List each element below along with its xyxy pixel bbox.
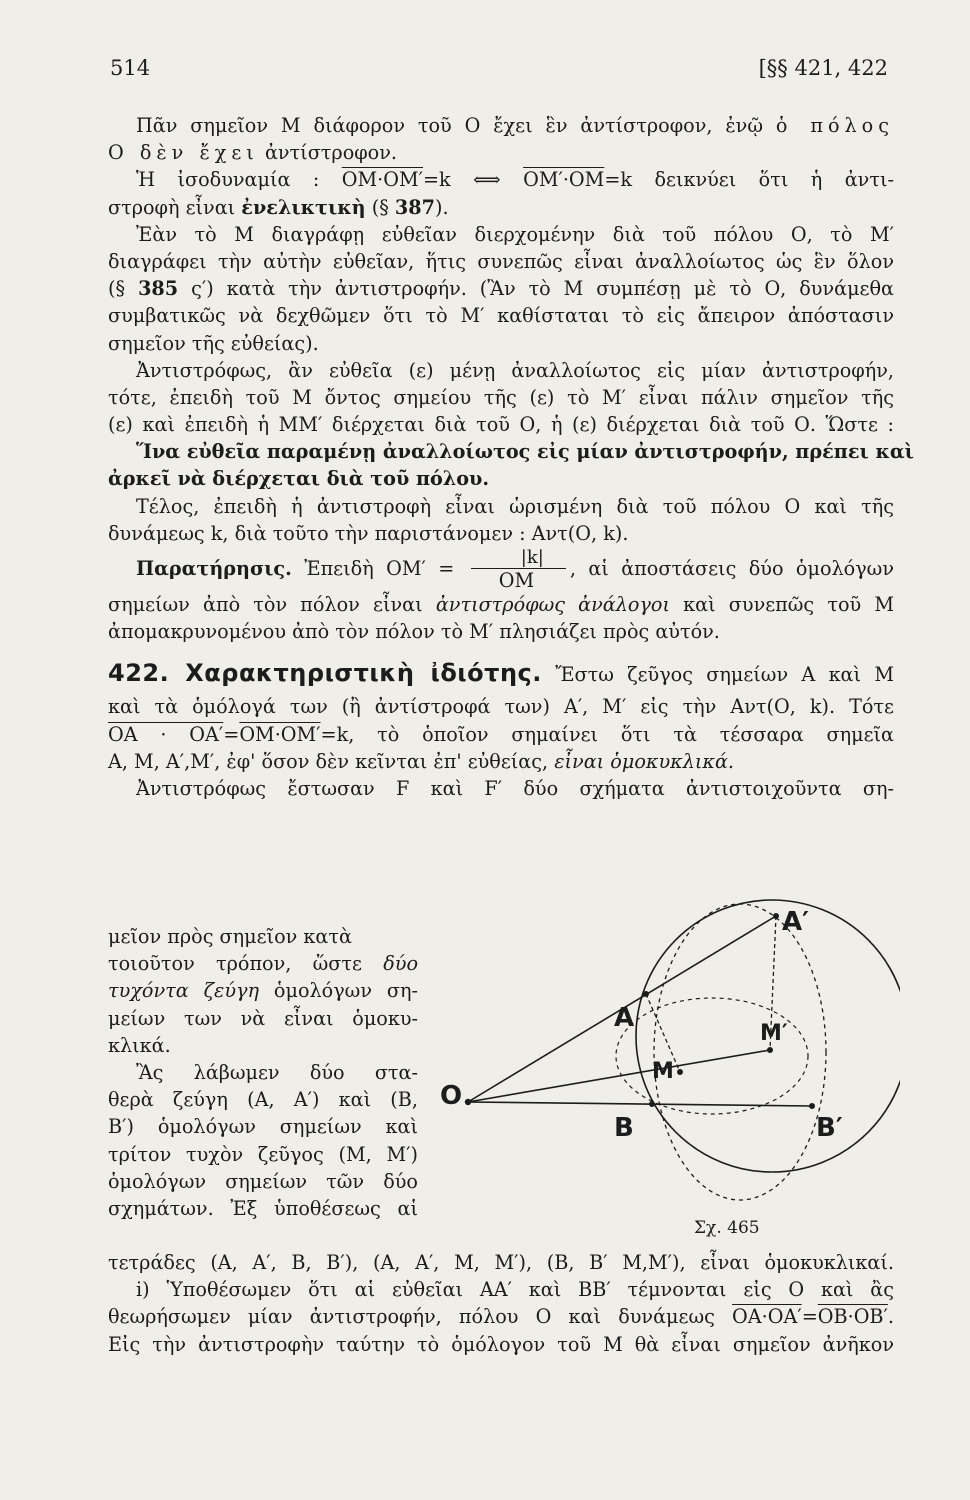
text-line: (ε) καὶ ἐπειδὴ ἡ ΜΜ′ διέρχεται διὰ τοῦ Ο, ἡ (ε) διέρχεται διὰ τοῦ Ο. Ὥστε : bbox=[108, 413, 894, 437]
text-line: μείων των νὰ εἶναι ὁμοκυ- bbox=[108, 1006, 418, 1030]
section-heading-line: 422. Χαρακτηριστικὴ ἰδιότης. Ἔστω ζεῦγος σημείων Α καὶ Μ bbox=[108, 659, 894, 688]
text-line: διαγράφει τὴν αὐτὴν εὐθεῖαν, ἥτις συνεπῶς εἶναι ἀναλλοίωτος ὡς ἓν ὅλον bbox=[108, 249, 894, 273]
section-title: 422. Χαρακτηριστικὴ ἰδιότης. bbox=[108, 659, 542, 688]
text-line: κλικά. bbox=[108, 1033, 171, 1057]
text-line: τοιοῦτον τρόπον, ὥστε δύο bbox=[108, 952, 419, 976]
point-m bbox=[677, 1069, 683, 1075]
section-reference: [§§ 421, 422 bbox=[758, 56, 888, 80]
text-line: μεῖον πρὸς σημεῖον κατὰ bbox=[108, 925, 352, 948]
remark-label: Παρατήρησις. bbox=[136, 557, 292, 580]
text-line: θερὰ ζεύγη (Α, Α′) καὶ (Β, bbox=[108, 1088, 418, 1112]
page-number: 514 bbox=[110, 56, 151, 80]
point-b1 bbox=[809, 1103, 815, 1109]
dashed-inner-circle bbox=[616, 998, 808, 1114]
text-line: Πᾶν σημεῖον Μ διάφορον τοῦ Ο ἔχει ἓν ἀντίστροφον, ἐνῷ ὁ πόλος bbox=[136, 114, 894, 137]
label-m1: M′ bbox=[760, 1021, 788, 1046]
text-line: ΟΑ · ΟΑ′=ΟΜ·ΟΜ′=k, τὸ ὁποῖον σημαίνει ὅτι τὰ τέσσαρα σημεῖα bbox=[108, 722, 894, 746]
equivalence-arrow: ⟺ bbox=[473, 168, 501, 192]
text-line: τετράδες (Α, Α′, Β, Β′), (Α, Α′, Μ, Μ′), (Β, Β′ Μ,Μ′), εἶναι ὁμοκυκλικαί. bbox=[108, 1251, 894, 1274]
label-m: M bbox=[652, 1059, 674, 1084]
fraction: $\frac{|k|}{OM}$ bbox=[471, 548, 566, 593]
point-m1 bbox=[767, 1047, 773, 1053]
theorem-line: ἀρκεῖ νὰ διέρχεται διὰ τοῦ πόλου. bbox=[108, 467, 490, 491]
text-line: στροφὴ εἶναι ἐνελικτικὴ (§ 387). bbox=[108, 195, 449, 219]
text-line: σχημάτων. Ἐξ ὑποθέσεως αἱ bbox=[108, 1196, 418, 1220]
text-line: (§ 385 ς′) κατὰ τὴν ἀντιστροφήν. (Ἂν τὸ Μ συμπέσῃ μὲ τὸ Ο, δυνάμεθα bbox=[108, 277, 894, 301]
line-o-b1 bbox=[468, 1102, 812, 1106]
text-line: ἀπομακρυνομένου ἀπὸ τὸν πόλον τὸ Μ′ πλησιάζει πρὸς αὐτόν. bbox=[108, 620, 720, 644]
point-a1 bbox=[773, 913, 779, 919]
text-line: Ἡ ἰσοδυναμία : ΟΜ·ΟΜ′=k ⟺ ΟΜ′·ΟΜ=k δεικνύει ὅτι ἡ ἀντι- bbox=[136, 168, 894, 192]
text-line: Ἀντιστρόφως, ἂν εὐθεῖα (ε) μένῃ ἀναλλοίωτος εἰς μίαν ἀντιστροφήν, bbox=[136, 358, 894, 382]
point-a bbox=[643, 991, 649, 997]
line-o-m1 bbox=[468, 1050, 770, 1102]
dashed-circle bbox=[654, 904, 826, 1200]
text-line: Εἰς τὴν ἀντιστροφὴν ταύτην τὸ ὁμόλογον τοῦ Μ θὰ εἶναι σημεῖον ἀνῆκον bbox=[108, 1332, 894, 1356]
text-line: θεωρήσωμεν μίαν ἀντιστροφήν, πόλου Ο καὶ δυνάμεως ΟΑ·ΟΑ′=ΟΒ·ΟΒ′. bbox=[108, 1305, 894, 1329]
point-o bbox=[465, 1099, 471, 1105]
text-line: Ἐὰν τὸ Μ διαγράφῃ εὐθεῖαν διερχομένην διὰ τοῦ πόλου Ο, τὸ Μ′ bbox=[136, 222, 894, 246]
text-line: ὁμολόγων σημείων τῶν δύο bbox=[108, 1169, 418, 1193]
text-line: τότε, ἐπειδὴ τοῦ Μ ὄντος σημείου τῆς (ε) τὸ Μ′ εἶναι πάλιν σημεῖον τῆς bbox=[108, 385, 894, 409]
text-line: Ἀντιστρόφως ἔστωσαν F καὶ F′ δύο σχήματα ἀντιστοιχοῦντα ση- bbox=[136, 776, 894, 800]
label-a: A bbox=[614, 1003, 635, 1033]
text-line: συμβατικῶς νὰ δεχθῶμεν ὅτι τὸ Μ′ καθίσταται τὸ εἰς ἄπειρον ἀπόστασιν bbox=[108, 304, 894, 328]
figure-caption: Σχ. 465 bbox=[694, 1218, 760, 1238]
text-line: τυχόντα ζεύγη ὁμολόγων ση- bbox=[108, 979, 419, 1003]
text-line: Ο δὲν ἔχει ἀντίστροφον. bbox=[108, 141, 397, 165]
point-b bbox=[649, 1101, 655, 1107]
text-line: σημείων ἀπὸ τὸν πόλον εἶναι ἀντιστρόφως ἀνάλογοι καὶ συνεπῶς τοῦ Μ bbox=[108, 593, 894, 616]
text-line: δυνάμεως k, διὰ τοῦτο τὴν παριστάνομεν : Αντ(Ο, k). bbox=[108, 521, 629, 545]
text-line: τρίτον τυχὸν ζεῦγος (Μ, Μ′) bbox=[108, 1142, 418, 1166]
text-line: Β′) ὁμολόγων σημείων καὶ bbox=[108, 1115, 418, 1139]
theorem-line: Ἵνα εὐθεῖα παραμένῃ ἀναλλοίωτος εἰς μίαν ἀντιστροφήν, πρέπει καὶ bbox=[136, 440, 914, 464]
remark-line: Παρατήρησις. Ἐπειδὴ ΟΜ′ = $\frac{|k|}{OM}$ , αἱ ἀποστάσεις δύο ὁμολόγων bbox=[136, 546, 894, 592]
label-b: B bbox=[614, 1113, 634, 1143]
text-line: Α, Μ, Α′,Μ′, ἐφ' ὅσον δὲν κεῖνται ἐπ' εὐθείας, εἶναι ὁμοκυκλικά. bbox=[108, 749, 735, 773]
label-o: O bbox=[440, 1081, 463, 1111]
side-column bbox=[108, 923, 418, 1222]
bottom-text bbox=[108, 1249, 894, 1358]
main-text bbox=[108, 112, 914, 802]
label-b1: B′ bbox=[816, 1113, 843, 1143]
text-line: Τέλος, ἐπειδὴ ἡ ἀντιστροφὴ εἶναι ὡρισμένη διὰ τοῦ πόλου Ο καὶ τῆς bbox=[136, 494, 894, 518]
figure-465 bbox=[420, 870, 900, 1230]
text-line: Ἂς λάβωμεν δύο στα- bbox=[136, 1060, 418, 1084]
text-line: i) Ὑποθέσωμεν ὅτι αἱ εὐθεῖαι ΑΑ′ καὶ ΒΒ′ τέμνονται εἰς Ο καὶ ἂς bbox=[136, 1278, 894, 1302]
label-a1: A′ bbox=[782, 907, 809, 937]
text-line: καὶ τὰ ὁμόλογά των (ἢ ἀντίστροφά των) Α′, Μ′ εἰς τὴν Αντ(Ο, k). Τότε bbox=[108, 695, 894, 719]
page-header bbox=[110, 56, 888, 86]
text-line: σημεῖον τῆς εὐθείας). bbox=[108, 331, 319, 355]
